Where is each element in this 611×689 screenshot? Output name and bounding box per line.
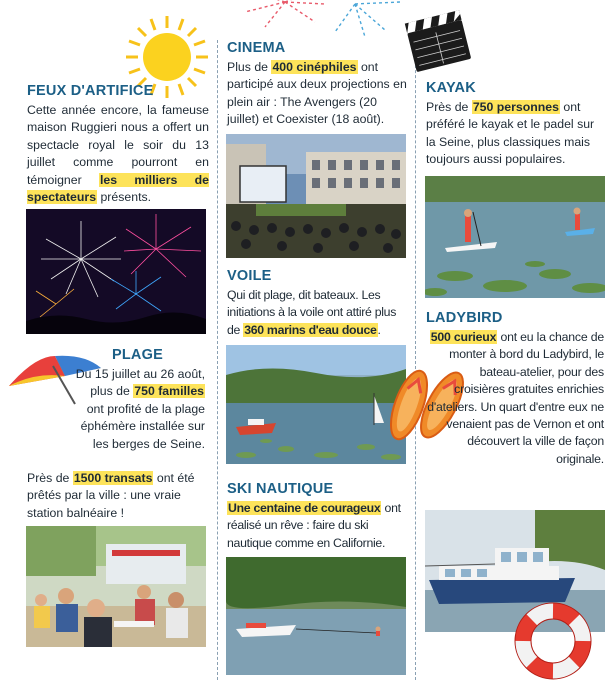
plage-text-a: Du 15 juillet au 26 août, plus de 750 familles ont profité de la plage éphémère installée sur les berges de Seine. <box>75 367 205 451</box>
ladybird-text: 500 curieux ont eu la chance de monter à bord du Ladybird, le bateau-atelier, pour des croisières gratuites enrichies d'ateliers. Un quart d'entre eux ne venaient pas de Vernon et ont découvert la ville de façon originale. <box>427 330 604 466</box>
paddle-photo <box>425 176 605 298</box>
beach-crowd-photo <box>26 526 206 647</box>
plage-highlight-familles: 750 familles <box>134 384 204 399</box>
kayak-title: KAYAK <box>426 80 476 96</box>
cinema-title: CINEMA <box>227 40 286 56</box>
plage-highlight-transats: 1500 transats <box>73 471 153 485</box>
kayak-highlight: 750 personnes <box>472 100 559 114</box>
ski-title: SKI NAUTIQUE <box>227 481 334 497</box>
fireworks-photo <box>26 209 206 334</box>
feux-title: FEUX D'ARTIFICE <box>27 83 154 99</box>
ladybird-highlight: 500 curieux <box>430 330 497 344</box>
feux-highlight: les milliers de spectateurs <box>27 172 209 205</box>
voile-highlight: 360 marins d'eau douce <box>244 322 377 337</box>
plage-text-b: Près de 1500 transats ont été prêtés par la ville : une vraie station balnéaire ! <box>27 471 195 520</box>
ladybird-title: LADYBIRD <box>426 310 503 326</box>
lifebuoy-icon <box>514 602 592 680</box>
ski-text: Une centaine de courageux ont réalisé un rêve : faire du ski nautique comme en Californie. <box>227 501 401 550</box>
voile-title: VOILE <box>227 268 272 284</box>
plage-title: PLAGE <box>112 347 163 363</box>
cinema-highlight: 400 cinéphiles <box>272 60 357 74</box>
kayak-text: Près de 750 personnes ont préféré le kayak et le padel sur la Seine, plus classiques mais toujours aussi populaires. <box>426 100 595 167</box>
clapperboard-icon <box>403 2 473 72</box>
sailing-river-photo <box>226 345 406 464</box>
column-divider-left <box>217 40 218 680</box>
voile-text: Qui dit plage, dit bateaux. Les initiations à la voile ont attiré plus de 360 marins d'eau douce. <box>227 288 397 337</box>
feux-text: Cette année encore, la fameuse maison Ruggieri nous a offert un spectacle royal le soir du 13 juillet comme pourront en témoigner les milliers de spectateurs présents. <box>27 103 209 205</box>
cinema-text: Plus de 400 cinéphiles ont participé aux deux projections en plein air : The Avengers (20 juillet) et Coexister (18 août). <box>227 60 407 127</box>
ski-highlight: Une centaine de courageux <box>228 501 381 515</box>
open-air-cinema-photo <box>226 134 406 258</box>
waterski-photo <box>226 557 406 675</box>
